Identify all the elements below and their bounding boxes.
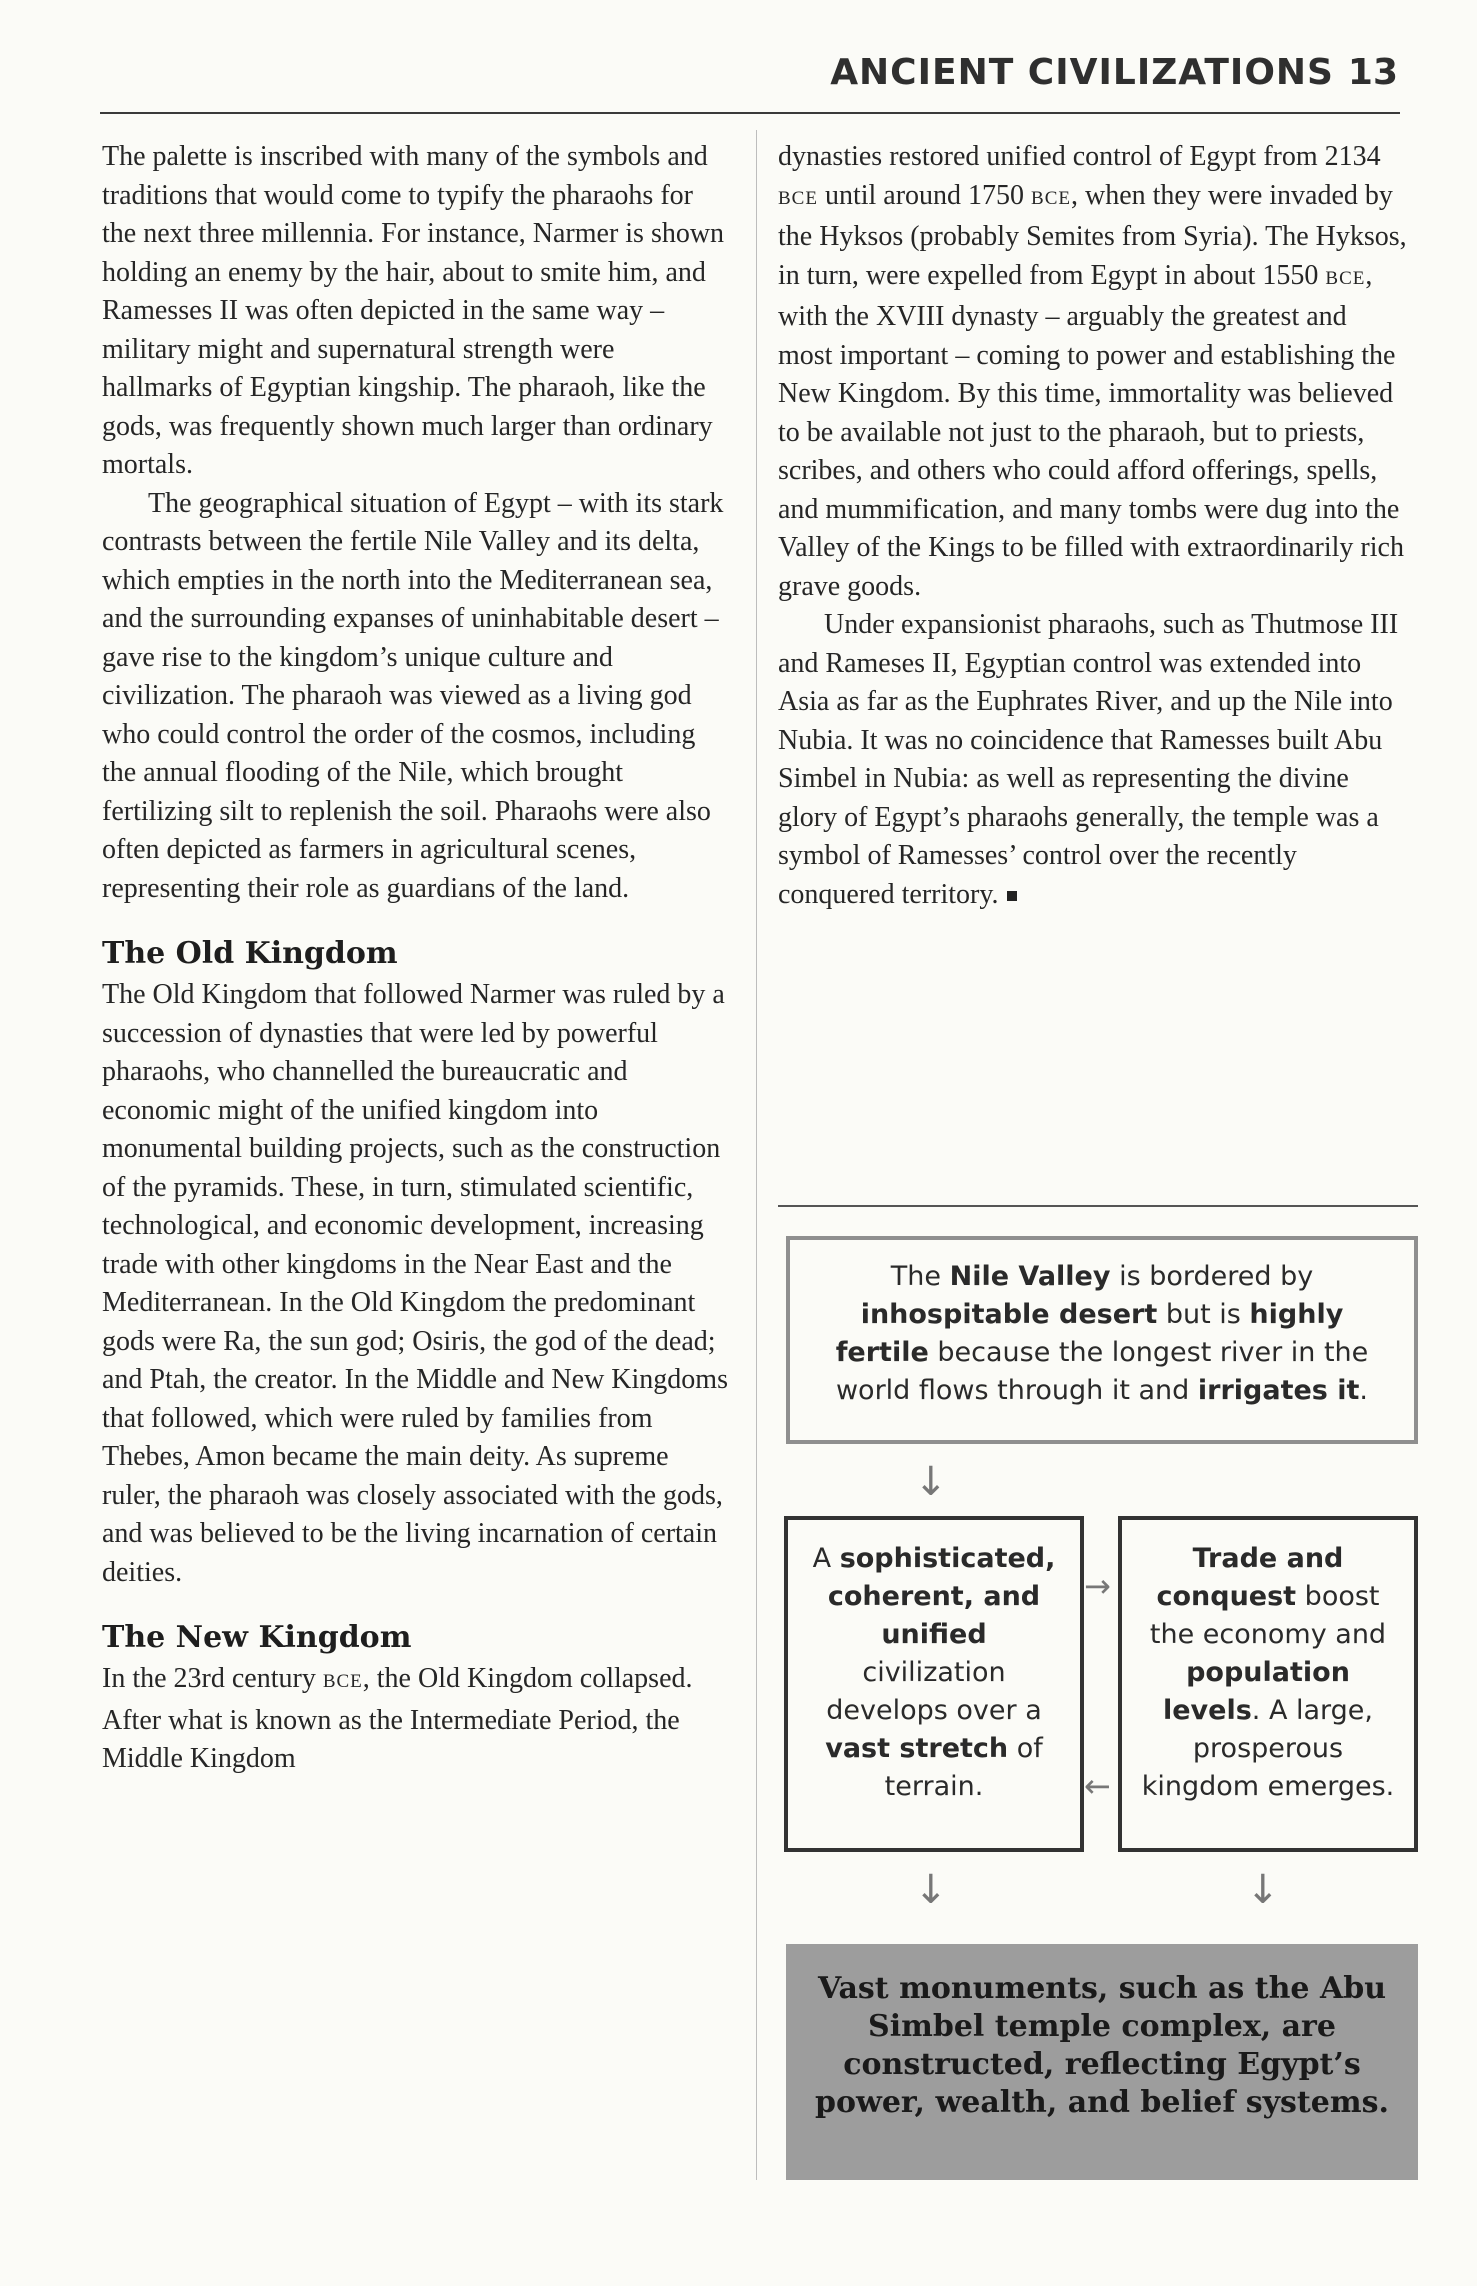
paragraph: dynasties restored unified control of Egypt from 2134 BCE until around 1750 BCE, when they were invaded by the Hyksos (probably Semites from Syria). The Hyksos, in turn, were expelled from Egypt in about 1550 BCE, with the XVIII dynasty – arguably the greatest and most important – coming to power and establishing the New Kingdom. By this time, immortality was believed to be available not just to the pharaoh, but to priests, scribes, and others who could afford offerings, spells, and mummification, and many tombs were dug into the Valley of the Kings to be filled with extraordinarily rich grave goods. <box>778 141 1407 602</box>
paragraph: Under expansionist pharaohs, such as Thutmose III and Rameses II, Egyptian control was extended into Asia as far as the Euphrates River, and up the Nile into Nubia. It was no coincidence that Ramesses built Abu Simbel in Nubia: as well as representing the divine glory of Egypt’s pharaohs generally, the temple was a symbol of Ramesses’ control over the recently conquered territory. <box>778 609 1399 910</box>
arrow-down-icon: ↓ <box>914 1459 948 1505</box>
left-column <box>102 138 730 1779</box>
arrow-left-icon: ← <box>1084 1767 1111 1805</box>
paragraph: The Old Kingdom that followed Narmer was ruled by a succession of dynasties that were led by powerful pharaohs, who channelled the bureaucratic and economic might of the unified kingdom into monumental building projects, such as the construction of the pyramids. These, in turn, stimulated scientific, technological, and economic development, increasing trade with other kingdoms in the Near East and the Mediterranean. In the Old Kingdom the predominant gods were Ra, the sun god; Osiris, the god of the dead; and Ptah, the creator. In the Middle and New Kingdoms that followed, which were ruled by families from Thebes, Amon became the main deity. As supreme ruler, the pharaoh was closely associated with the gods, and was believed to be the living incarnation of certain deities. <box>102 979 728 1588</box>
column-divider <box>756 130 757 2180</box>
diagram-top-rule <box>778 1205 1418 1207</box>
flow-box-nile-valley: The Nile Valley is bordered by inhospitable desert but is highly fertile because the longest river in the world flows through it and irrigates it. <box>786 1236 1418 1444</box>
paragraph: In the 23rd century BCE, the Old Kingdom collapsed. After what is known as the Intermediate Period, the Middle Kingdom <box>102 1663 693 1774</box>
end-mark-icon <box>1007 891 1017 901</box>
right-column <box>778 138 1408 914</box>
flow-box-trade-conquest: Trade and conquest boost the economy and population levels. A large, prosperous kingdom emerges. <box>1118 1516 1418 1852</box>
page-number: 13 <box>1347 52 1398 93</box>
page-header <box>100 48 1400 114</box>
arrow-down-icon: ↓ <box>1246 1867 1280 1913</box>
flow-box-monuments: Vast monuments, such as the Abu Simbel temple complex, are constructed, reflecting Egypt’s power, wealth, and belief systems. <box>786 1944 1418 2180</box>
arrow-down-icon: ↓ <box>914 1867 948 1913</box>
section-heading-old-kingdom: The Old Kingdom <box>102 936 398 971</box>
flow-box-civilization: A sophisticated, coherent, and unified civilization develops over a vast stretch of terrain. <box>784 1516 1084 1852</box>
running-head: ANCIENT CIVILIZATIONS <box>830 52 1334 93</box>
paragraph: The palette is inscribed with many of the symbols and traditions that would come to typify the pharaohs for the next three millennia. For instance, Narmer is shown holding an enemy by the hair, about to smite him, and Ramesses II was often depicted in the same way – military might and supernatural strength were hallmarks of Egyptian kingship. The pharaoh, like the gods, was frequently shown much larger than ordinary mortals. <box>102 141 725 480</box>
paragraph: The geographical situation of Egypt – with its stark contrasts between the fertile Nile Valley and its delta, which empties in the north into the Mediterranean sea, and the surrounding expanses of uninhabitable desert – gave rise to the kingdom’s unique culture and civilization. The pharaoh was viewed as a living god who could control the order of the cosmos, including the annual flooding of the Nile, which brought fertilizing silt to replenish the soil. Pharaohs were also often depicted as farmers in agricultural scenes, representing their role as guardians of the land. <box>102 487 724 904</box>
section-heading-new-kingdom: The New Kingdom <box>102 1620 412 1655</box>
arrow-right-icon: → <box>1084 1567 1111 1605</box>
